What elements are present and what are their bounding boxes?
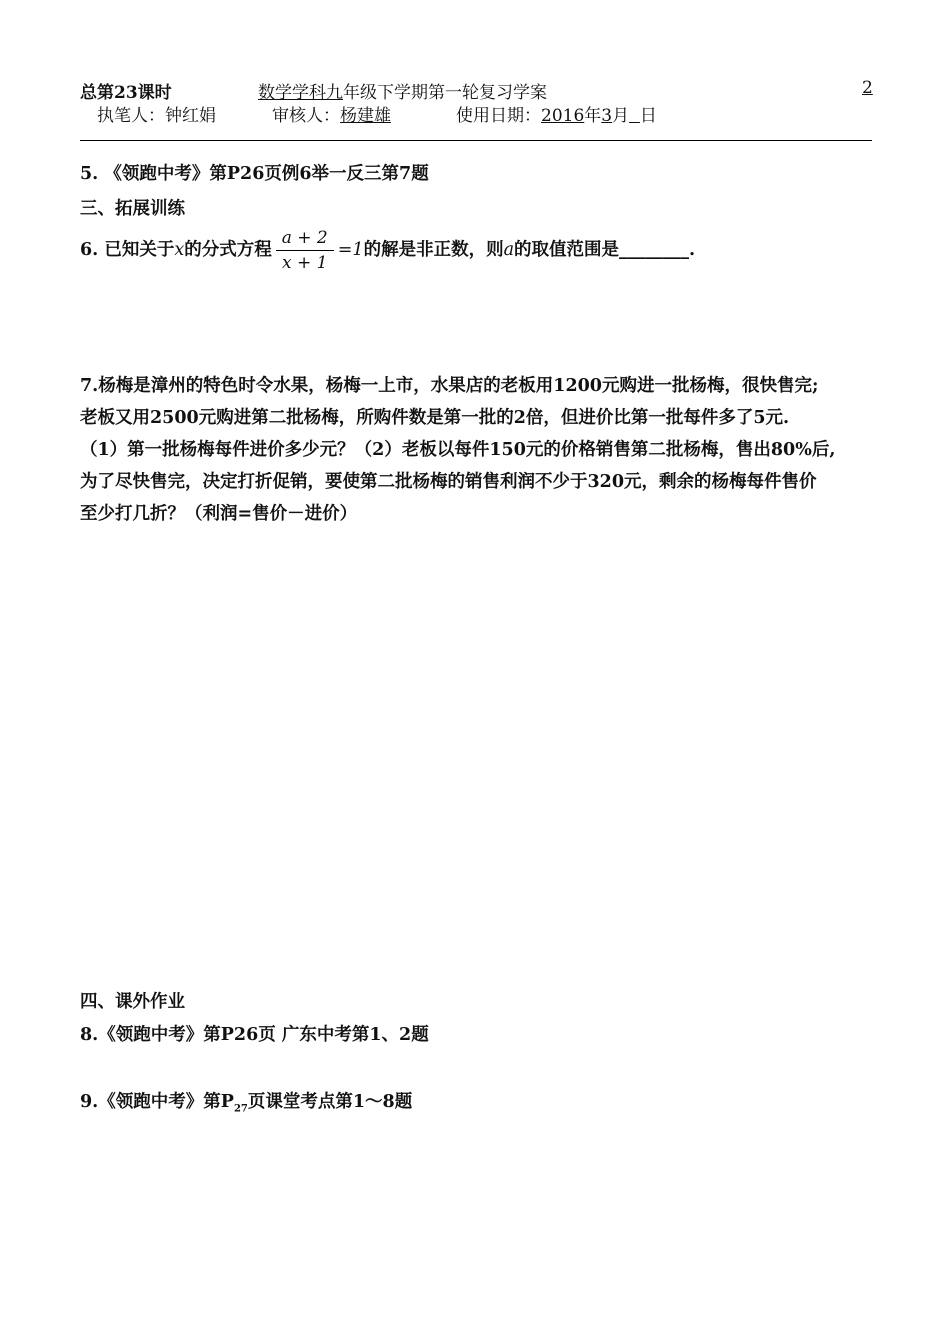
q7-line: 老板又用2500元购进第二批杨梅，所购件数是第一批的2倍，但进价比第一批每件多了5元. (80, 408, 790, 428)
question-5: 5. 《领跑中考》第P26页例6举一反三第7题 (80, 164, 429, 184)
q6-denominator: x + 1 (282, 253, 328, 273)
q7-line: （1）第一批杨梅每件进价多少元？（2）老板以每件150元的价格销售第二批杨梅，售出80%后, (80, 440, 836, 460)
lesson-number: 总第23课时 (80, 83, 172, 103)
reviewer-label: 审核人： (272, 106, 340, 126)
date-line (456, 101, 657, 126)
q9-text-2: 页课堂考点第1～8题 (247, 1092, 413, 1112)
q6-fraction (276, 228, 334, 273)
date-month: 3 (601, 106, 613, 126)
question-6 (80, 228, 695, 273)
question-7 (80, 370, 880, 530)
date-day-blank (629, 106, 640, 126)
date-year: 2016 (541, 106, 585, 126)
subject-label: 数学学科 (258, 83, 326, 103)
section-4-heading: 四、课外作业 (80, 992, 185, 1012)
q6-text-2: 的分式方程 (184, 240, 272, 260)
year-unit: 年 (584, 106, 602, 126)
reviewer-name: 杨建雄 (340, 106, 391, 126)
date-label: 使用日期： (456, 106, 541, 126)
month-unit: 月 (612, 106, 630, 126)
q6-equals: =1 (337, 240, 364, 260)
q7-line: 为了尽快售完，决定打折促销，要使第二批杨梅的销售利润不少于320元，剩余的杨梅每件售价 (80, 472, 817, 492)
q6-text-3: 的解是非正数，则 (363, 240, 504, 260)
q6-text-1: 6. 已知关于 (80, 240, 175, 260)
q9-text-1: 9.《领跑中考》第P (80, 1092, 234, 1112)
title-rest: 年级下学期第一轮复习学案 (343, 83, 547, 103)
day-unit: 日 (639, 106, 657, 126)
question-9 (80, 1088, 412, 1115)
page-number: 2 (862, 78, 873, 98)
author-name: 钟红娟 (165, 106, 216, 126)
q6-text-4: 的取值范围是________. (514, 240, 696, 260)
q6-var-a: a (503, 240, 515, 260)
author-label: 执笔人： (97, 106, 165, 126)
header-divider (80, 140, 872, 141)
q6-var-x: x (174, 240, 185, 260)
section-3-heading: 三、拓展训练 (80, 199, 185, 219)
grade-value: 九 (326, 83, 343, 103)
reviewer-line (272, 101, 391, 126)
doc-title (258, 78, 547, 103)
q6-numerator: a + 2 (276, 228, 334, 251)
author-line (97, 101, 216, 126)
q7-line: 7.杨梅是漳州的特色时令水果，杨梅一上市，水果店的老板用1200元购进一批杨梅，很快售完; (80, 376, 819, 396)
q9-page-sub: 27 (233, 1103, 248, 1115)
question-8: 8.《领跑中考》第P26页 广东中考第1、2题 (80, 1025, 429, 1045)
q7-line: 至少打几折？（利润=售价－进价） (80, 504, 358, 524)
